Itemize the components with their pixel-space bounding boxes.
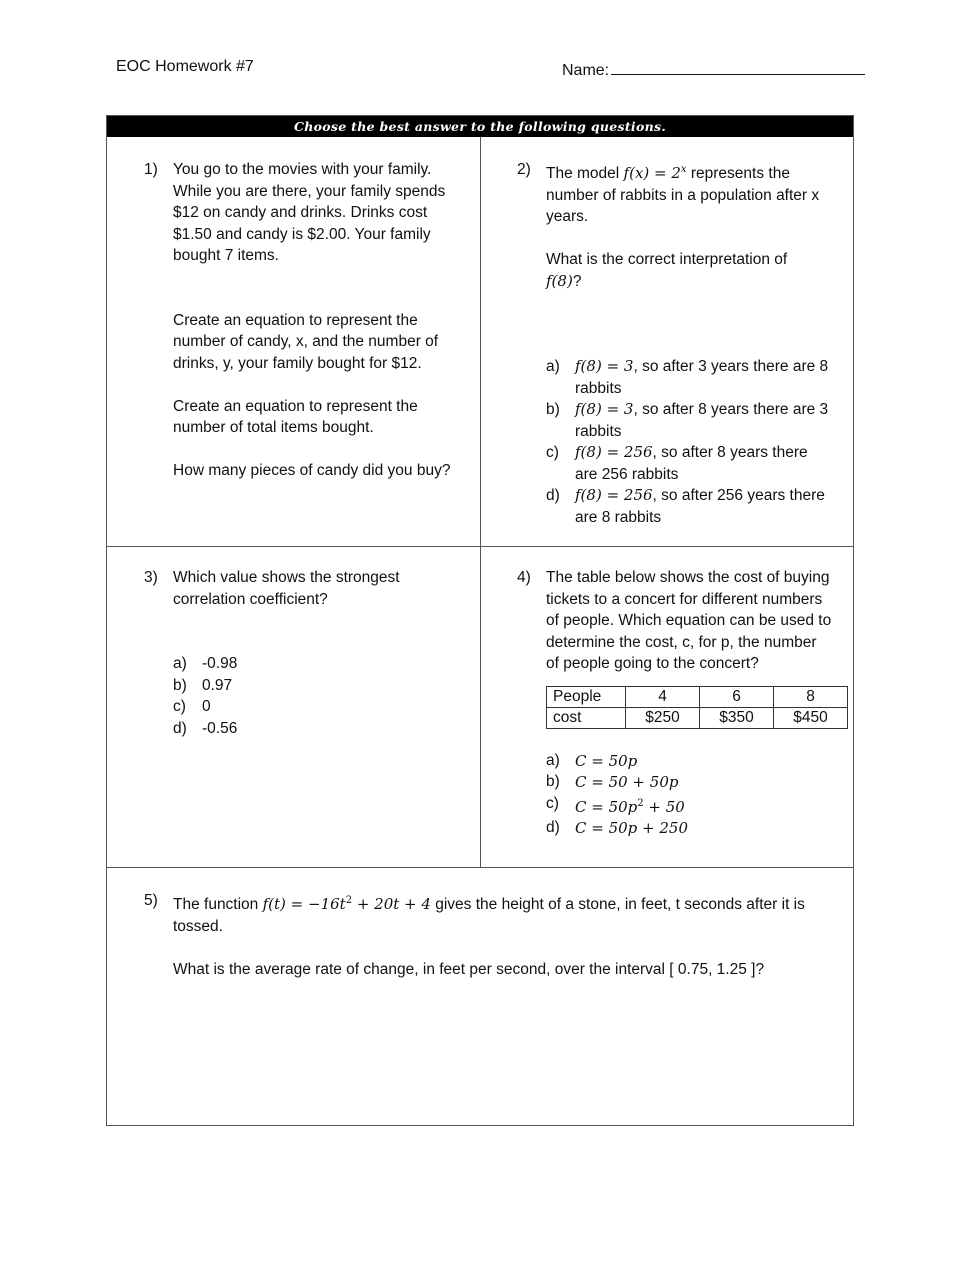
q2-line-2: number of rabbits in a population after x bbox=[546, 186, 820, 204]
answer-option-c[interactable]: c) f(8) = 256, so after 8 years there are 256 rabbits bbox=[546, 443, 808, 483]
table-cell: $450 bbox=[774, 707, 848, 728]
answer-option-d[interactable]: d) C = 50p + 250 bbox=[546, 819, 689, 838]
q4-line: of people. Which equation can be used to bbox=[546, 612, 832, 629]
row-divider-1 bbox=[107, 546, 853, 547]
question-number: 4) bbox=[517, 569, 531, 586]
q4-line: determine the cost, c, for p, the number bbox=[546, 633, 817, 651]
table-cell: $350 bbox=[700, 707, 774, 728]
q1-part1-line: number of candy, x, and the number of bbox=[173, 333, 439, 350]
name-field[interactable] bbox=[562, 58, 865, 80]
table-cell: People bbox=[547, 686, 626, 707]
q2-prompt-math: f(8)? bbox=[546, 271, 582, 290]
table-row bbox=[547, 686, 848, 707]
table-cell: 6 bbox=[700, 686, 774, 707]
q2-line-1: The model $f(x) = 2^x$ represents the bbox=[546, 164, 790, 183]
q2-line-3: years. bbox=[546, 208, 589, 226]
answer-option-c[interactable]: c) $C = 50p^2 + 50$ bbox=[546, 794, 685, 816]
answer-option-a[interactable]: a) -0.98 bbox=[173, 655, 238, 672]
q1-part3: How many pieces of candy did you buy? bbox=[173, 462, 451, 479]
q3-line: correlation coefficient? bbox=[173, 590, 328, 608]
table-row bbox=[547, 707, 848, 728]
q5-line-2: tossed. bbox=[173, 917, 223, 935]
q1-part1-line: drinks, y, your family bought for $12. bbox=[173, 354, 422, 372]
answer-option-a[interactable]: a) f(8) = 3, so after 3 years there are 8 rabbits bbox=[546, 357, 829, 397]
row-divider-2 bbox=[107, 867, 853, 868]
q1-line: You go to the movies with your family. bbox=[173, 161, 432, 178]
q4-line: The table below shows the cost of buying bbox=[546, 569, 830, 586]
name-label: Name: bbox=[562, 62, 610, 79]
cost-table bbox=[546, 686, 848, 729]
table-cell: cost bbox=[547, 707, 626, 728]
q1-line: While you are there, your family spends bbox=[173, 182, 446, 200]
answer-option-b[interactable]: b) f(8) = 3, so after 8 years there are 3 rabbits bbox=[546, 400, 829, 440]
q3-line: Which value shows the strongest bbox=[173, 569, 400, 586]
q1-part2-line: number of total items bought. bbox=[173, 419, 374, 436]
table-cell: $250 bbox=[626, 707, 700, 728]
answer-option-b[interactable]: b) 0.97 bbox=[173, 676, 233, 694]
table-cell: 4 bbox=[626, 686, 700, 707]
q5-question: What is the average rate of change, in feet per second, over the interval [ 0.75, 1.25 ]? bbox=[173, 960, 765, 978]
q4-line: of people going to the concert? bbox=[546, 655, 759, 672]
q5-line-1: The function $f(t) = -16t^2 + 20t + 4$ gives the height of a stone, in feet, t seconds after it is bbox=[173, 895, 805, 914]
answer-option-b[interactable]: b) C = 50 + 50p bbox=[546, 773, 679, 791]
worksheet-title: EOC Homework #7 bbox=[116, 58, 254, 75]
answer-option-d[interactable]: d) f(8) = 256, so after 256 years there are 8 rabbits bbox=[546, 486, 825, 526]
answer-option-d[interactable]: d) -0.56 bbox=[173, 719, 238, 737]
q1-part2-line: Create an equation to represent the bbox=[173, 397, 418, 415]
column-divider bbox=[480, 137, 481, 868]
question-number: 1) bbox=[144, 161, 158, 178]
question-number: 5) bbox=[144, 892, 158, 909]
q4-line: tickets to a concert for different numbers bbox=[546, 590, 823, 608]
name-blank-line[interactable] bbox=[611, 58, 865, 75]
q2-prompt: What is the correct interpretation of bbox=[546, 251, 788, 269]
answer-option-a[interactable]: a) C = 50p bbox=[546, 751, 638, 770]
question-grid bbox=[106, 115, 854, 1126]
q1-line: bought 7 items. bbox=[173, 247, 279, 264]
answer-option-c[interactable]: c) 0 bbox=[173, 698, 211, 715]
question-number: 2) bbox=[517, 161, 531, 178]
table-cell: 8 bbox=[774, 686, 848, 707]
q1-part1-line: Create an equation to represent the bbox=[173, 311, 418, 329]
instructions-banner: Choose the best answer to the following questions. bbox=[107, 116, 853, 137]
question-number: 3) bbox=[144, 569, 158, 586]
q1-line: $1.50 and candy is $2.00. Your family bbox=[173, 225, 431, 243]
q1-line: $12 on candy and drinks. Drinks cost bbox=[173, 204, 428, 221]
